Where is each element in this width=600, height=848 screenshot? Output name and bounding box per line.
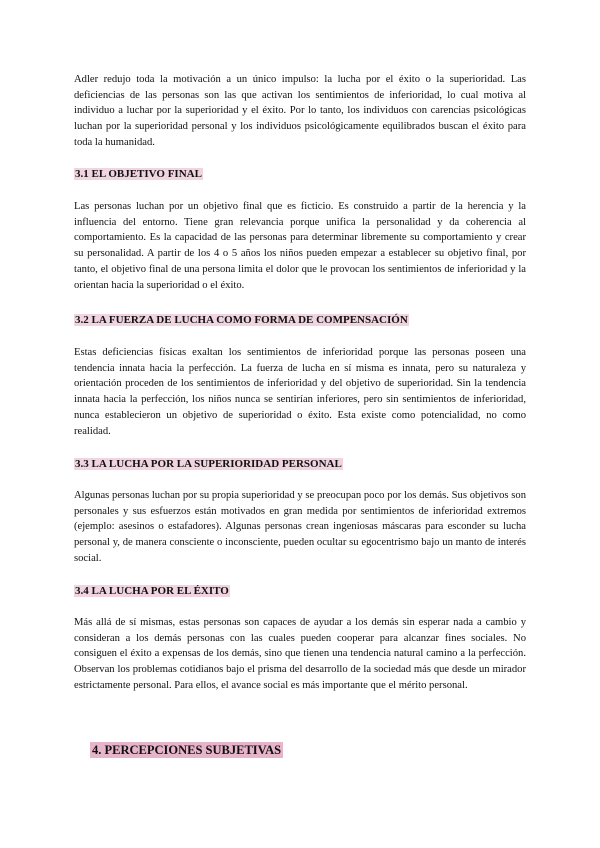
section-heading-3-2 [74,312,409,328]
section-heading-4 [90,741,283,759]
objetivo-final-paragraph: Las personas luchan por un objetivo final que es ficticio. Es construido a partir de la herencia y la influencia del entorno. Tiene gran relevancia porque unifica la personalidad y da coherencia al comportamiento. Es la capacidad de las personas para determinar libremente su comportamiento y crear su personalidad. A partir de los 4 o 5 años los niños pueden empezar a establecer su objetivo final, por tanto, el objetivo final de una persona limita el dolor que le provocan los sentimientos de inferioridad y la orientan hacia la superioridad o el éxito. [74,201,526,291]
lucha-exito-paragraph: Más allá de sí mismas, estas personas son capaces de ayudar a los demás sin esperar nada a cambio y consideran a los demás personas con las cuales pueden cooperar para alcanzar fines sociales. No consiguen el éxito a expensas de los demás, sino que tienen una tendencia natural camino a la perfección. Observan los problemas cotidianos bajo el prisma del desarrollo de la sociedad más que desde un mirador estrictamente personal. Para ellos, el avance social es más importante que el mérito personal. [74,617,526,691]
section-heading-3-3-text: 3.3 LA LUCHA POR LA SUPERIORIDAD PERSONAL [75,458,342,470]
fuerza-lucha-paragraph: Estas deficiencias físicas exaltan los sentimientos de inferioridad porque las personas poseen una tendencia innata hacia la perfección. La fuerza de lucha en sí misma es innata, pero su naturaleza y orientación proceden de los sentimientos de inferioridad y del objetivo de superioridad. Sin la tendencia innata hacia la perfección, los niños nunca se sentirían inferiores, pero sin sentimientos de inferioridad, nunca establecieron un objetivo de superioridad o éxito. Esta existe como potencialidad, no como realidad. [74,347,526,437]
section-heading-3-3 [74,456,343,472]
section-heading-3-4-text: 3.4 LA LUCHA POR EL ÉXITO [75,585,229,597]
intro-paragraph: Adler redujo toda la motivación a un único impulso: la lucha por el éxito o la superioridad. Las deficiencias de las personas son las que activan los sentimientos de inferioridad, lo cual motiva al individuo a luchar por la superioridad y el éxito. Por lo tanto, los individuos con carencias psicológicas luchan por la superioridad personal y los individuos psicológicamente equilibrados buscan el éxito para toda la humanidad. [74,74,526,148]
section-heading-3-4 [74,583,230,599]
section-heading-4-text: 4. PERCEPCIONES SUBJETIVAS [92,743,282,757]
section-heading-3-2-text: 3.2 LA FUERZA DE LUCHA COMO FORMA DE COMPENSACIÓN [75,314,408,326]
section-heading-3-1 [74,166,203,182]
superioridad-personal-paragraph: Algunas personas luchan por su propia superioridad y se preocupan poco por los demás. Sus objetivos son personales y sus esfuerzos están motivados en gran medida por sentimientos de inferioridad extremos (ejemplo: asesinos o estafadores). Algunas personas crean ingeniosas máscaras para esconder su lucha personal y, de manera consciente o inconsciente, pueden ocultar su egocentrismo bajo un manto de interés social. [74,490,526,564]
section-heading-3-1-text: 3.1 EL OBJETIVO FINAL [75,168,202,180]
